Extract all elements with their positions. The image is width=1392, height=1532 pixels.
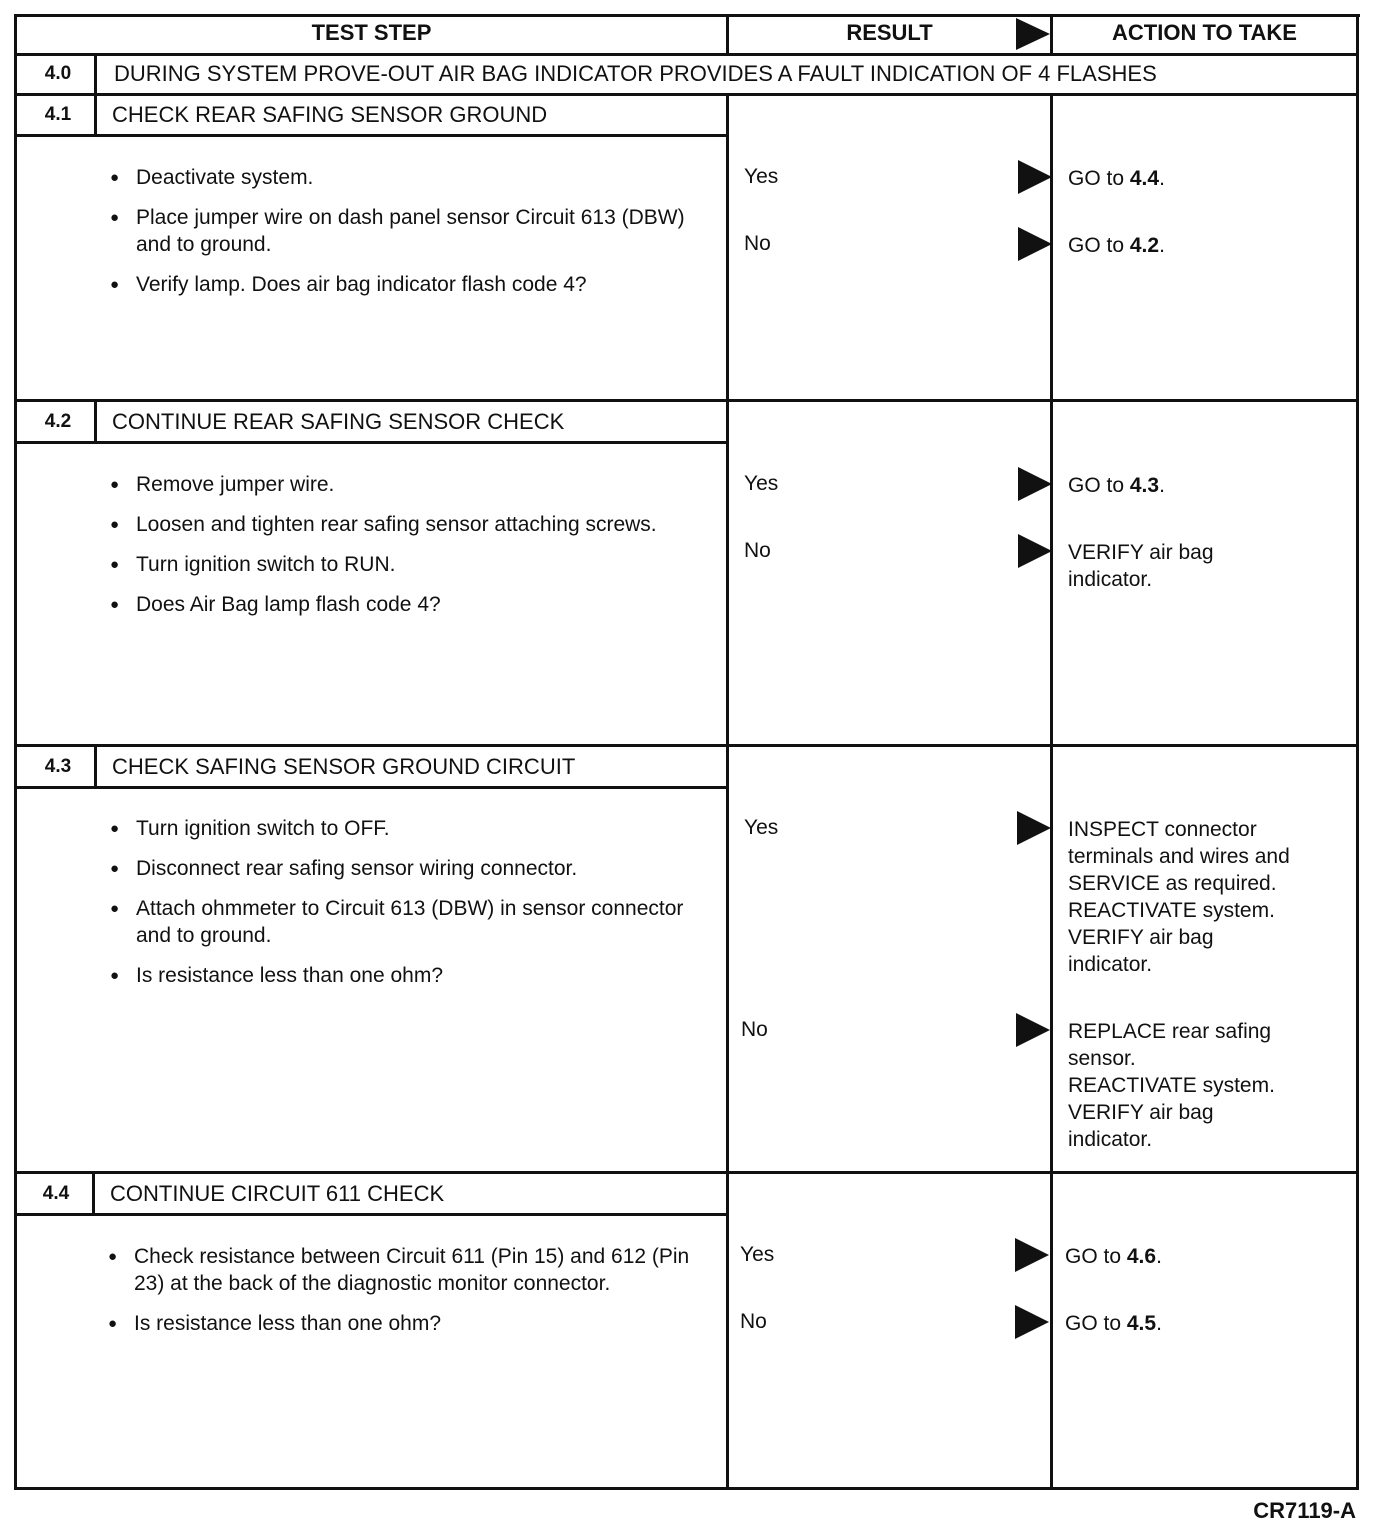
bullet-item: ● Disconnect rear safing sensor wiring connector. <box>110 855 710 882</box>
step-separator-3 <box>14 1171 1359 1174</box>
result-label: No <box>741 1018 768 1041</box>
step-number: 4.3 <box>44 756 72 777</box>
figure-code: CR7119-A <box>1253 1498 1356 1523</box>
bullet-item: ● Verify lamp. Does air bag indicator flash code 4? <box>110 271 710 298</box>
col-divider-result-body <box>726 94 729 1490</box>
bullet-item: ● Remove jumper wire. <box>110 471 710 498</box>
action-text: GO to 4.6. <box>1065 1245 1162 1268</box>
step-bullets <box>110 164 710 311</box>
bullet-item: ● Place jumper wire on dash panel sensor Circuit 613 (DBW) and to ground. <box>110 204 710 258</box>
bullet-item: ● Is resistance less than one ohm? <box>110 962 710 989</box>
result-arrow-icon <box>1018 160 1052 194</box>
border-top <box>14 14 1360 17</box>
action-text: GO to 4.3. <box>1068 474 1165 497</box>
bullet-item: ● Is resistance less than one ohm? <box>108 1310 718 1337</box>
action-text: GO to 4.5. <box>1065 1312 1162 1335</box>
step-separator-1 <box>14 399 1359 402</box>
border-right <box>1356 14 1359 1490</box>
step-separator-2 <box>14 744 1359 747</box>
title-underline-43 <box>14 786 728 789</box>
result-label: Yes <box>744 816 779 839</box>
border-bottom <box>14 1487 1359 1490</box>
action-text: GO to 4.2. <box>1068 234 1165 257</box>
step-number: 4.4 <box>42 1183 70 1204</box>
header-test-step: TEST STEP <box>311 20 432 45</box>
result-arrow-icon <box>1018 534 1052 568</box>
result-label: Yes <box>744 472 779 495</box>
col-divider-action-body <box>1050 94 1053 1490</box>
step-number: 4.1 <box>44 104 72 125</box>
title-underline-42 <box>14 441 728 444</box>
result-label: Yes <box>744 165 779 188</box>
bullet-item: ● Deactivate system. <box>110 164 710 191</box>
banner-divider <box>14 93 1359 96</box>
step-title: CONTINUE CIRCUIT 611 CHECK <box>110 1181 445 1206</box>
step-bullets <box>108 1243 718 1350</box>
action-text: REPLACE rear safing sensor. REACTIVATE system. VERIFY air bag indicator. <box>1068 1020 1275 1151</box>
bullet-item: ● Check resistance between Circuit 611 (Pin 15) and 612 (Pin 23) at the back of the diagnostic monitor connector. <box>108 1243 718 1297</box>
step-title: CHECK SAFING SENSOR GROUND CIRCUIT <box>112 754 576 779</box>
bullet-item: ● Turn ignition switch to RUN. <box>110 551 710 578</box>
header-result: RESULT <box>846 20 933 45</box>
title-underline-44 <box>14 1213 728 1216</box>
banner-text: DURING SYSTEM PROVE-OUT AIR BAG INDICATOR PROVIDES A FAULT INDICATION OF 4 FLASHES <box>114 61 1157 86</box>
action-text: INSPECT connector terminals and wires and SERVICE as required. REACTIVATE system. VERIFY air bag indicator. <box>1068 818 1290 976</box>
title-underline-41 <box>14 134 728 137</box>
result-arrow-icon <box>1018 467 1052 501</box>
bullet-item: ● Attach ohmmeter to Circuit 613 (DBW) in sensor connector and to ground. <box>110 895 710 949</box>
header-action: ACTION TO TAKE <box>1112 20 1297 45</box>
header-arrow-icon <box>1016 18 1050 50</box>
action-text: GO to 4.4. <box>1068 167 1165 190</box>
header-divider <box>14 53 1359 56</box>
bullet-item: ● Turn ignition switch to OFF. <box>110 815 710 842</box>
result-arrow-icon <box>1017 811 1051 845</box>
result-label: Yes <box>740 1243 775 1266</box>
result-label: No <box>744 539 771 562</box>
border-left <box>14 14 17 1490</box>
action-text: VERIFY air bag indicator. <box>1068 541 1214 591</box>
result-arrow-icon <box>1016 1013 1050 1047</box>
step-bullets <box>110 471 710 631</box>
bullet-item: ● Loosen and tighten rear safing sensor attaching screws. <box>110 511 710 538</box>
result-label: No <box>740 1310 767 1333</box>
step-title: CHECK REAR SAFING SENSOR GROUND <box>112 102 548 127</box>
banner-number: 4.0 <box>44 63 72 84</box>
step-bullets <box>110 815 710 1002</box>
result-arrow-icon <box>1018 227 1052 261</box>
step-number: 4.2 <box>44 411 72 432</box>
result-arrow-icon <box>1015 1238 1049 1272</box>
result-label: No <box>744 232 771 255</box>
step-title: CONTINUE REAR SAFING SENSOR CHECK <box>112 409 565 434</box>
bullet-item: ● Does Air Bag lamp flash code 4? <box>110 591 710 618</box>
result-arrow-icon <box>1015 1305 1049 1339</box>
